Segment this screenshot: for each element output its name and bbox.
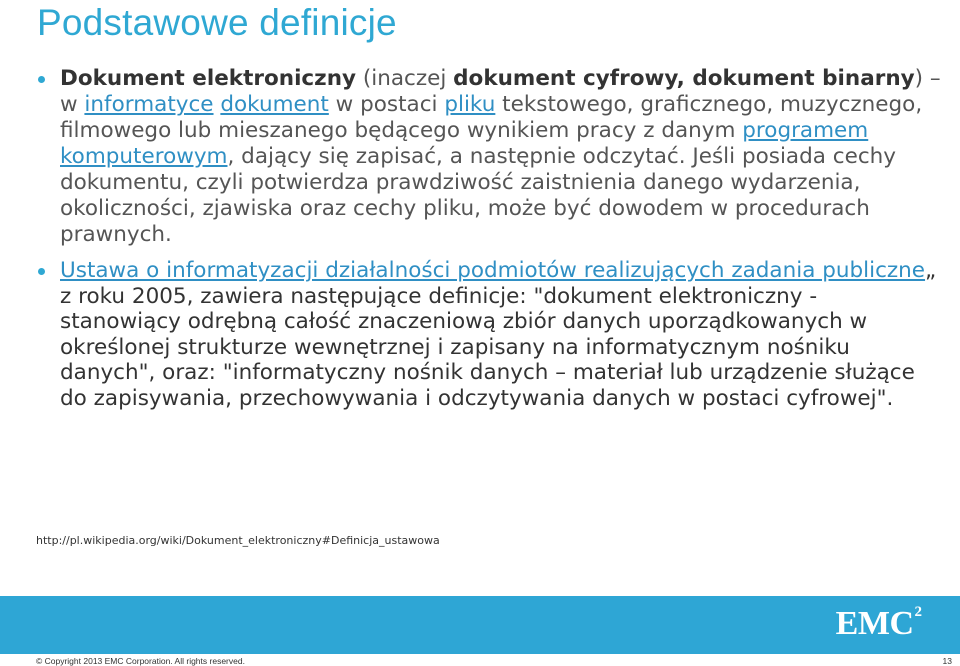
bullet-definition-ustawa [36, 258, 941, 412]
term-dokument-elektroniczny: Dokument elektroniczny [60, 66, 357, 91]
footer-band [0, 596, 960, 654]
text-segment: , dający się zapisać, a następnie odczytać. Jeśli posiada cechy dokumentu, czyli potwierdza prawdziwość zaistnienia danego wydarzenia, okoliczności, zjawiska oraz cechy pliku, może być dowodem w procedurach prawnych. [60, 144, 896, 247]
text-segment: tekstowego, graficznego, muzycznego, filmowego lub mieszanego będącego wynikiem pracy z danym [60, 92, 923, 143]
source-reference[interactable]: http://pl.wikipedia.org/wiki/Dokument_elektroniczny#Definicja_ustawowa [36, 534, 440, 547]
text-segment: (inaczej [356, 66, 454, 91]
bullet-dot-icon [38, 268, 45, 275]
emc-logo [836, 604, 922, 644]
bullet-list [36, 66, 941, 412]
page-number: 13 [942, 656, 952, 666]
slide-title: Podstawowe definicje [37, 2, 397, 43]
link-dokument[interactable]: dokument [220, 92, 329, 117]
link-pliku[interactable]: pliku [444, 92, 496, 117]
logo-superscript: 2 [914, 604, 922, 620]
link-ustawa[interactable]: Ustawa o informatyzacji działalności podmiotów realizujących zadania publiczne [60, 258, 926, 283]
bullet-definition-wikipedia [36, 66, 941, 248]
text-segment: „ z roku 2005, zawiera następujące definicje: "dokument elektroniczny - stanowiący odrębną całość znaczeniową zbiór danych uporządkowanych w określonej strukturze wewnętrznej i zapisany na informatycznym nośniku danych", oraz: "informatyczny nośnik danych – materiał lub urządzenie służące do zapisywania, przechowywania i odczytywania danych w postaci cyfrowej". [60, 258, 937, 411]
link-informatyce[interactable]: informatyce [84, 92, 214, 117]
copyright-notice: © Copyright 2013 EMC Corporation. All rights reserved. [36, 656, 245, 666]
bullet-dot-icon [38, 76, 45, 83]
link-programem-komputerowym[interactable]: programem komputerowym [60, 118, 869, 169]
text-segment: ) – w [60, 66, 941, 117]
term-dokument-cyfrowy: dokument cyfrowy, dokument binarny [453, 66, 915, 91]
text-segment: w postaci [328, 92, 445, 117]
logo-text: EMC [835, 605, 914, 642]
